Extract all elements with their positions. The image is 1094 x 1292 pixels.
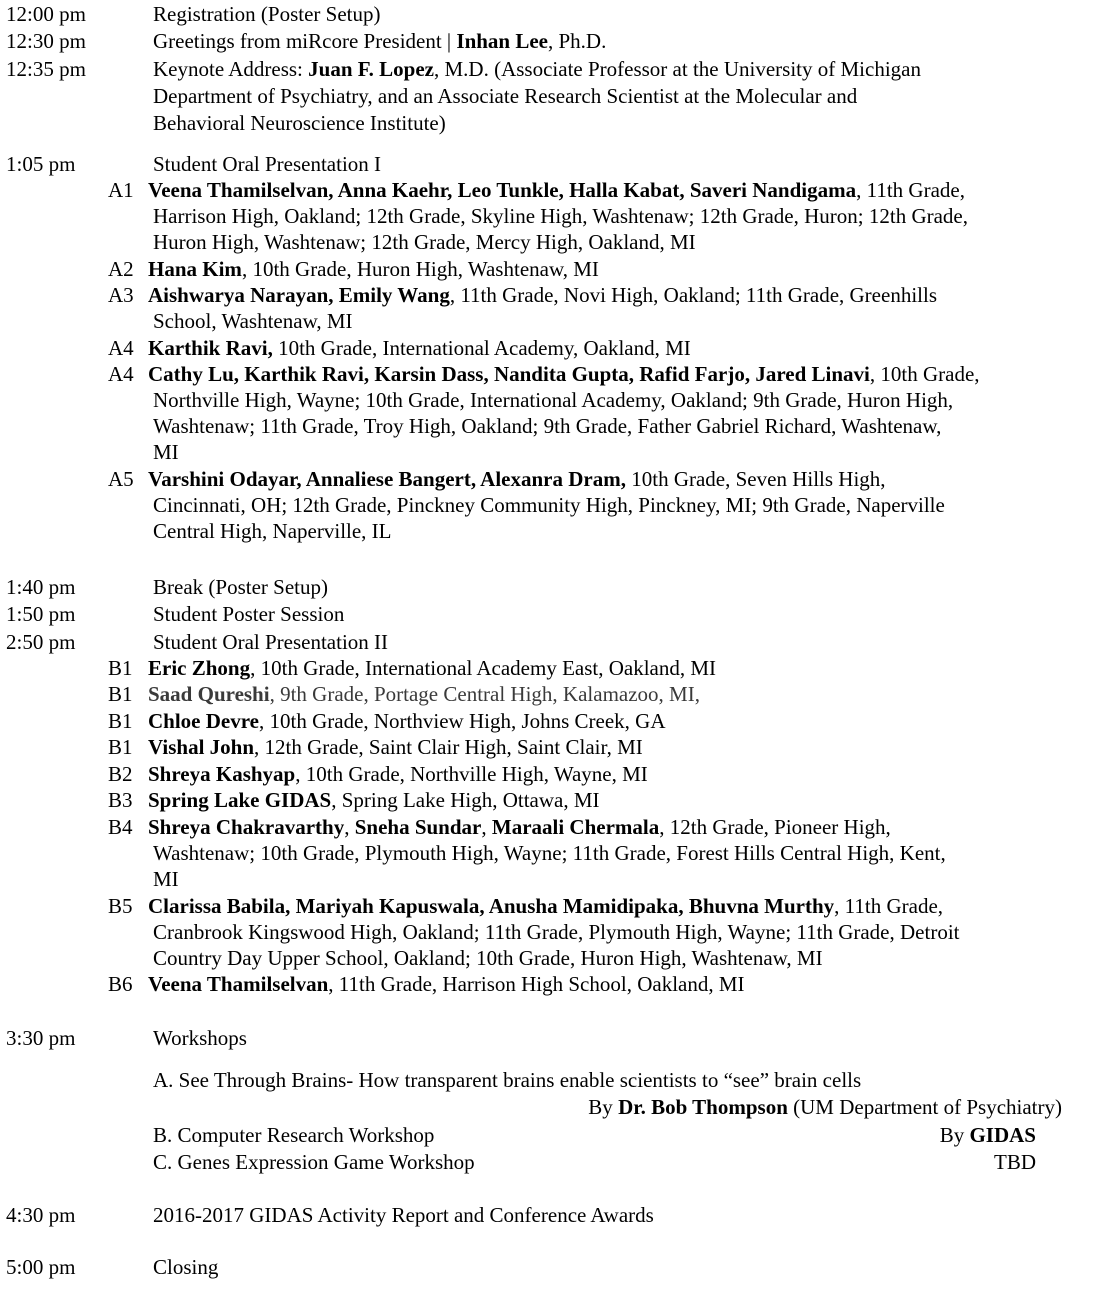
workshop-c: C. Genes Expression Game Workshop	[153, 1150, 475, 1174]
event-break: Break (Poster Setup)	[153, 575, 328, 599]
workshop-a-presenter: By Dr. Bob Thompson (UM Department of Psychiatry)	[588, 1095, 1062, 1119]
event-greetings: Greetings from miRcore President | Inhan Lee, Ph.D.	[153, 29, 607, 53]
presentation-b4-line2: Washtenaw; 10th Grade, Plymouth High, Wayne; 11th Grade, Forest Hills Central High, Kent,	[153, 841, 946, 865]
presentation-a2: A2 Hana Kim, 10th Grade, Huron High, Washtenaw, MI	[108, 257, 599, 281]
presentation-b1-c: B1 Chloe Devre, 10th Grade, Northview High, Johns Creek, GA	[108, 709, 666, 733]
workshop-c-presenter: TBD	[994, 1150, 1036, 1174]
presentation-b2: B2 Shreya Kashyap, 10th Grade, Northville High, Wayne, MI	[108, 762, 648, 786]
event-workshops: Workshops	[153, 1026, 247, 1050]
presentation-a1: A1 Veena Thamilselvan, Anna Kaehr, Leo Tunkle, Halla Kabat, Saveri Nandigama, 11th Grade,	[108, 178, 965, 202]
time-150: 1:50 pm	[6, 602, 76, 626]
event-keynote: Keynote Address: Juan F. Lopez, M.D. (Associate Professor at the University of Michigan	[153, 57, 921, 81]
time-1200: 12:00 pm	[6, 2, 86, 26]
workshop-a: A. See Through Brains- How transparent brains enable scientists to “see” brain cells	[153, 1068, 862, 1092]
presentation-a1-line2: Harrison High, Oakland; 12th Grade, Skyline High, Washtenaw; 12th Grade, Huron; 12th Grade,	[153, 204, 969, 228]
presentation-a5-line3: Central High, Naperville, IL	[153, 519, 392, 543]
presentation-a3-line2: School, Washtenaw, MI	[153, 309, 353, 333]
workshop-b: B. Computer Research Workshop	[153, 1123, 435, 1147]
presentation-b5-line2: Cranbrook Kingswood High, Oakland; 11th Grade, Plymouth High, Wayne; 11th Grade, Detroit	[153, 920, 960, 944]
presentation-b3: B3 Spring Lake GIDAS, Spring Lake High, Ottawa, MI	[108, 788, 600, 812]
presentation-a4-line4: MI	[153, 440, 179, 464]
time-430: 4:30 pm	[6, 1203, 76, 1227]
presentation-b5: B5 Clarissa Babila, Mariyah Kapuswala, Anusha Mamidipaka, Bhuvna Murthy, 11th Grade,	[108, 894, 944, 918]
speaker-name: Inhan Lee	[456, 29, 548, 53]
time-500: 5:00 pm	[6, 1255, 76, 1279]
event-oral-2: Student Oral Presentation II	[153, 630, 389, 654]
presentation-a5: A5 Varshini Odayar, Annaliese Bangert, Alexanra Dram, 10th Grade, Seven Hills High,	[108, 467, 886, 491]
presentation-a3: A3 Aishwarya Narayan, Emily Wang, 11th Grade, Novi High, Oakland; 11th Grade, Greenhills	[108, 283, 937, 307]
event-registration: Registration (Poster Setup)	[153, 2, 381, 26]
presentation-a4-first: A4 Karthik Ravi, 10th Grade, International Academy, Oakland, MI	[108, 336, 691, 360]
keynote-name: Juan F. Lopez	[308, 57, 434, 81]
event-oral-1: Student Oral Presentation I	[153, 152, 382, 176]
presentation-a1-line3: Huron High, Washtenaw; 12th Grade, Mercy High, Oakland, MI	[153, 230, 696, 254]
event-awards: 2016-2017 GIDAS Activity Report and Conference Awards	[153, 1203, 654, 1227]
presentation-a5-line2: Cincinnati, OH; 12th Grade, Pinckney Community High, Pinckney, MI; 9th Grade, Naperville	[153, 493, 945, 517]
presentation-a4-line2: Northville High, Wayne; 10th Grade, International Academy, Oakland; 9th Grade, Huron High,	[153, 388, 954, 412]
event-keynote-line2: Department of Psychiatry, and an Associate Research Scientist at the Molecular and	[153, 84, 858, 108]
time-330: 3:30 pm	[6, 1026, 76, 1050]
time-105: 1:05 pm	[6, 152, 76, 176]
presentation-b4: B4 Shreya Chakravarthy, Sneha Sundar, Maraali Chermala, 12th Grade, Pioneer High,	[108, 815, 891, 839]
event-keynote-line3: Behavioral Neuroscience Institute)	[153, 111, 446, 135]
event-closing: Closing	[153, 1255, 219, 1279]
presentation-a4-second: A4 Cathy Lu, Karthik Ravi, Karsin Dass, Nandita Gupta, Rafid Farjo, Jared Linavi, 10th Grade,	[108, 362, 980, 386]
time-1235: 12:35 pm	[6, 57, 86, 81]
presentation-b6: B6 Veena Thamilselvan, 11th Grade, Harrison High School, Oakland, MI	[108, 972, 745, 996]
time-140: 1:40 pm	[6, 575, 76, 599]
presentation-b1-a: B1 Eric Zhong, 10th Grade, International Academy East, Oakland, MI	[108, 656, 717, 680]
event-poster-session: Student Poster Session	[153, 602, 345, 626]
presentation-b5-line3: Country Day Upper School, Oakland; 10th Grade, Huron High, Washtenaw, MI	[153, 946, 823, 970]
presentation-b4-line3: MI	[153, 867, 179, 891]
workshop-b-presenter: By GIDAS	[939, 1123, 1036, 1147]
presentation-a4-line3: Washtenaw; 11th Grade, Troy High, Oakland; 9th Grade, Father Gabriel Richard, Washtenaw,	[153, 414, 942, 438]
time-250: 2:50 pm	[6, 630, 76, 654]
time-1230: 12:30 pm	[6, 29, 86, 53]
presentation-b1-b: B1 Saad Qureshi, 9th Grade, Portage Central High, Kalamazoo, MI,	[108, 682, 700, 706]
presentation-b1-d: B1 Vishal John, 12th Grade, Saint Clair High, Saint Clair, MI	[108, 735, 643, 759]
